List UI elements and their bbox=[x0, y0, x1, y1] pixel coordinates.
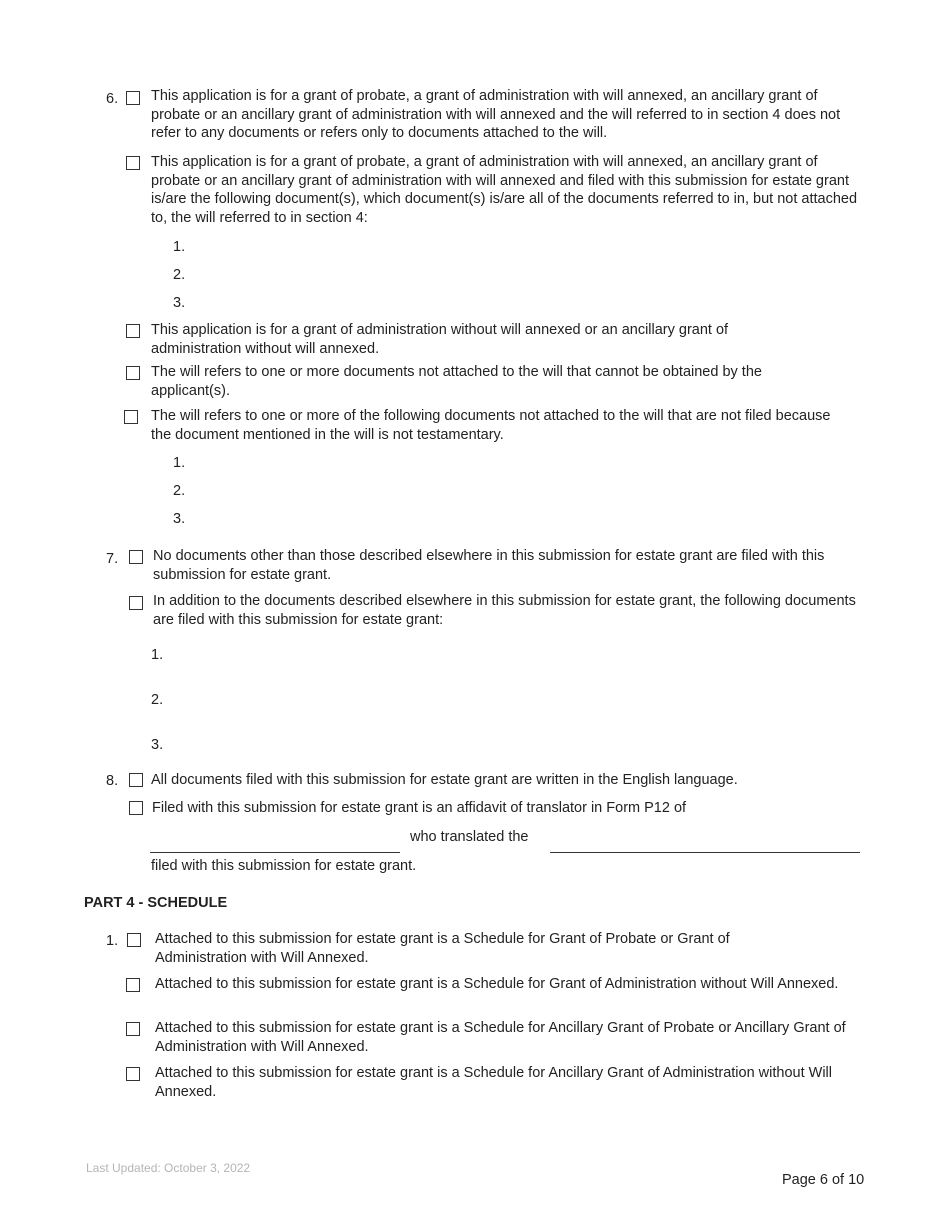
translator-name-line[interactable] bbox=[150, 852, 400, 853]
section-8-option-2-checkbox[interactable] bbox=[129, 801, 143, 815]
part-4-heading: PART 4 - SCHEDULE bbox=[84, 895, 228, 911]
translated-document-line[interactable] bbox=[550, 852, 860, 853]
section-6-option-5-item-3: 3. bbox=[173, 511, 186, 527]
section-7-option-2-item-1: 1. bbox=[151, 647, 164, 663]
section-7-option-2-item-2: 2. bbox=[151, 692, 164, 708]
section-6-option-4-checkbox[interactable] bbox=[126, 366, 140, 380]
section-8-option-2-text: Filed with this submission for estate grant is an affidavit of translator in Form P12 of bbox=[152, 800, 687, 816]
section-6-option-5-item-2: 2. bbox=[173, 483, 186, 499]
section-6-option-5-text: The will refers to one or more of the following documents not attached to the will that are not filed because the document mentioned in the will is not testamentary. bbox=[151, 408, 831, 443]
part-4-option-3-text: Attached to this submission for estate grant is a Schedule for Ancillary Grant of Probate or Ancillary Grant of Administration with Will Annexed. bbox=[155, 1020, 846, 1055]
part-4-option-4-checkbox[interactable] bbox=[126, 1067, 140, 1081]
part-4-option-1-checkbox[interactable] bbox=[127, 933, 141, 947]
part-4-option-1-text: Attached to this submission for estate grant is a Schedule for Grant of Probate or Grant of Administration with Will Annexed. bbox=[155, 931, 730, 966]
section-6-option-3-checkbox[interactable] bbox=[126, 324, 140, 338]
part-4-section-1-number: 1. bbox=[106, 933, 119, 949]
section-7-option-2-checkbox[interactable] bbox=[129, 596, 143, 610]
section-6-option-2-item-2: 2. bbox=[173, 267, 186, 283]
section-7-option-2-item-3: 3. bbox=[151, 737, 164, 753]
section-6-option-3-text: This application is for a grant of administration without will annexed or an ancillary grant of administration without will annexed. bbox=[151, 322, 729, 357]
part-4-option-2-text: Attached to this submission for estate grant is a Schedule for Grant of Administration without Will Annexed. bbox=[155, 976, 839, 992]
section-6-option-5-checkbox[interactable] bbox=[124, 410, 138, 424]
section-6-number: 6. bbox=[106, 91, 119, 107]
section-6-option-1-checkbox[interactable] bbox=[126, 91, 140, 105]
section-7-number: 7. bbox=[106, 551, 119, 567]
part-4-option-3-checkbox[interactable] bbox=[126, 1022, 140, 1036]
who-translated-label: who translated the bbox=[410, 829, 529, 845]
section-6-option-2-text: This application is for a grant of probate, a grant of administration with will annexed, an ancillary grant of probate or an ancillary grant of administration with will annexed and filed with this submission for estate grant is/are the following document(s), which document(s) is/are all of the documents referred to in, but not attached to, the will referred to in section 4: bbox=[151, 154, 858, 226]
section-6-option-2-checkbox[interactable] bbox=[126, 156, 140, 170]
section-6-option-2-item-3: 3. bbox=[173, 295, 186, 311]
last-updated: Last Updated: October 3, 2022 bbox=[86, 1161, 251, 1175]
section-6-option-5-item-1: 1. bbox=[173, 455, 186, 471]
section-7-option-2-text: In addition to the documents described elsewhere in this submission for estate grant, the following documents are filed with this submission for estate grant: bbox=[153, 593, 856, 628]
section-8-option-1-text: All documents filed with this submission for estate grant are written in the English language. bbox=[151, 772, 738, 788]
section-7-option-1-checkbox[interactable] bbox=[129, 550, 143, 564]
section-6-option-1-text: This application is for a grant of probate, a grant of administration with will annexed, an ancillary grant of probate or an ancillary grant of administration with will annexed and the will referred to in section 4 does not refer to any documents or refers only to documents attached to the will. bbox=[151, 88, 841, 141]
filed-with-label: filed with this submission for estate grant. bbox=[151, 858, 417, 874]
part-4-option-2-checkbox[interactable] bbox=[126, 978, 140, 992]
page-number: Page 6 of 10 bbox=[782, 1172, 865, 1188]
part-4-option-4-text: Attached to this submission for estate grant is a Schedule for Ancillary Grant of Administration without Will Annexed. bbox=[155, 1065, 832, 1100]
section-8-number: 8. bbox=[106, 773, 119, 789]
section-7-option-1-text: No documents other than those described elsewhere in this submission for estate grant are filed with this submission for estate grant. bbox=[153, 548, 825, 583]
section-8-option-1-checkbox[interactable] bbox=[129, 773, 143, 787]
section-6-option-4-text: The will refers to one or more documents not attached to the will that cannot be obtained by the applicant(s). bbox=[151, 364, 762, 399]
section-6-option-2-item-1: 1. bbox=[173, 239, 186, 255]
